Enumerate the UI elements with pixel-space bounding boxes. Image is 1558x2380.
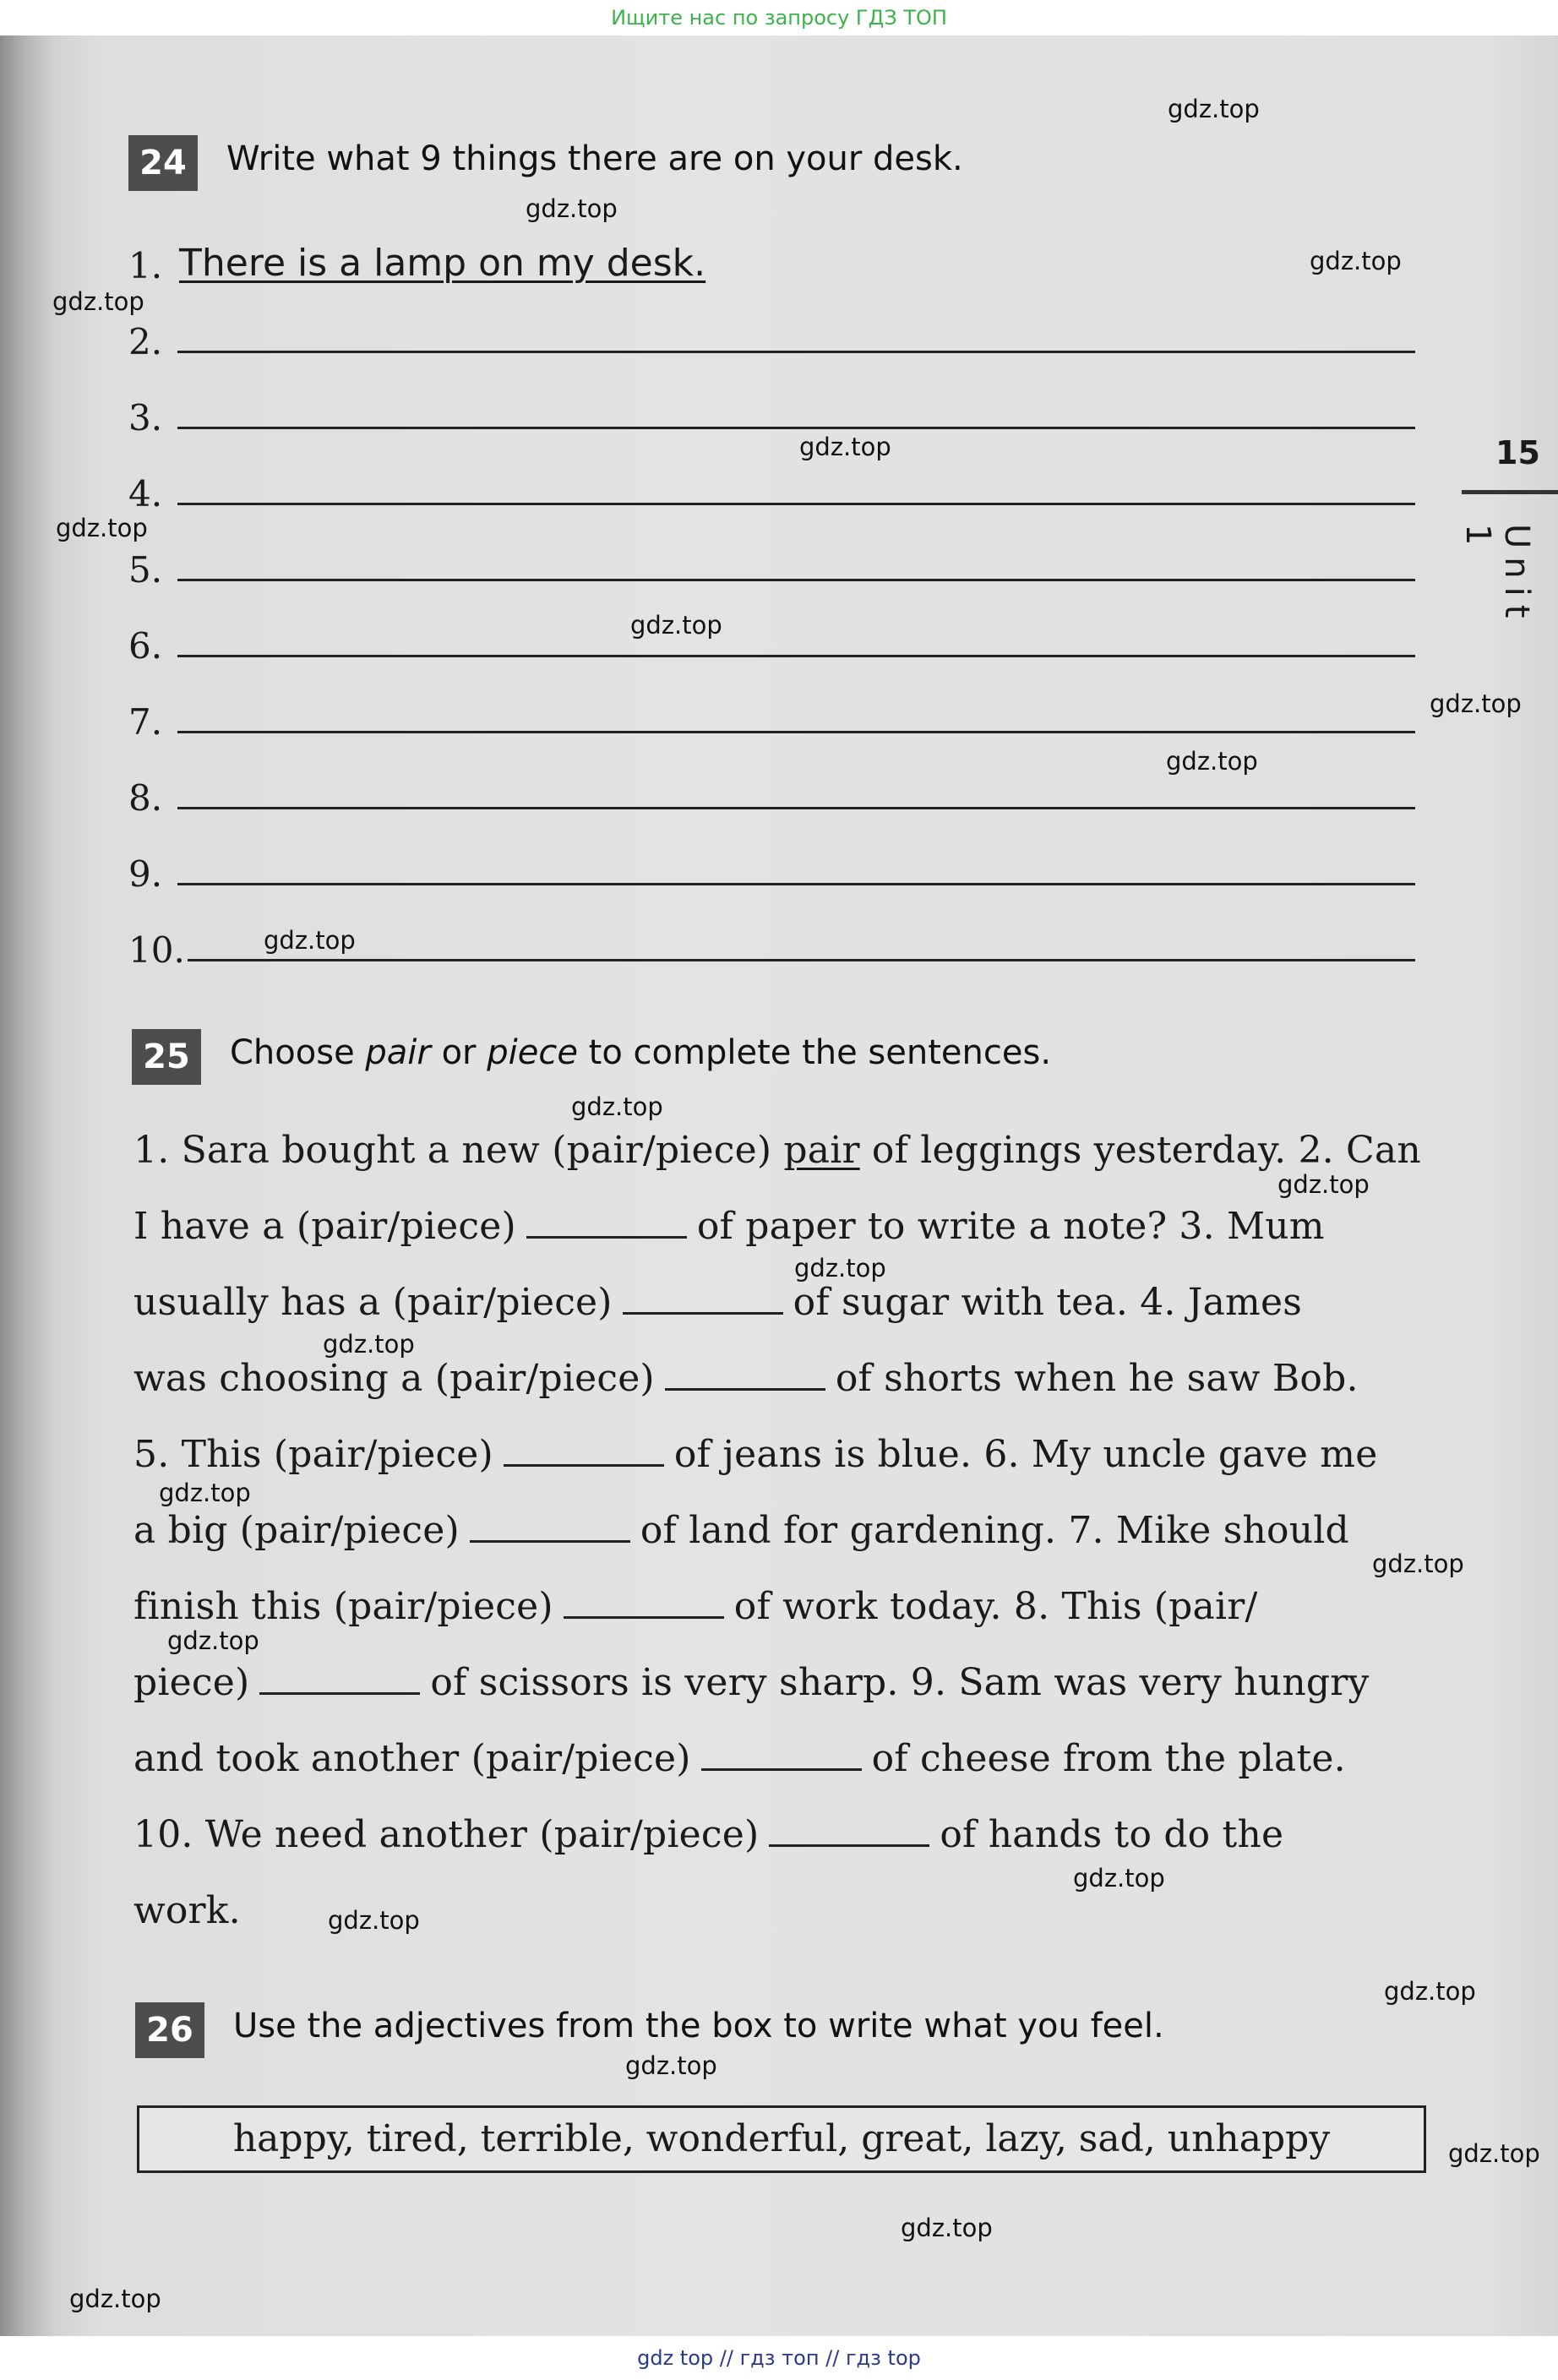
watermark: gdz.top bbox=[1448, 2139, 1540, 2168]
watermark: gdz.top bbox=[1372, 1549, 1464, 1578]
ex24-answer-line[interactable] bbox=[177, 427, 1415, 429]
ex25-blank[interactable] bbox=[470, 1510, 630, 1543]
ex24-answer-line[interactable] bbox=[177, 351, 1415, 353]
watermark: gdz.top bbox=[571, 1092, 663, 1121]
page-number: 15 bbox=[1495, 434, 1540, 471]
ex25-blank[interactable] bbox=[504, 1434, 664, 1467]
watermark: gdz.top bbox=[625, 2051, 717, 2080]
ex25-text-line: work. bbox=[133, 1889, 241, 1932]
ex24-answer-line[interactable] bbox=[177, 731, 1415, 733]
exercise-25-badge: 25 bbox=[132, 1029, 201, 1085]
watermark: gdz.top bbox=[901, 2214, 993, 2242]
ex25-blank[interactable] bbox=[665, 1358, 825, 1391]
ex24-line-number: 1. bbox=[128, 245, 163, 286]
ex24-answer-line[interactable] bbox=[177, 579, 1415, 581]
unit-label: Unit 1 bbox=[1458, 524, 1536, 627]
ex24-answer-line[interactable] bbox=[177, 503, 1415, 505]
watermark: gdz.top bbox=[799, 433, 891, 461]
ex25-text-line: usually has a (pair/piece) of sugar with tea. 4. James bbox=[133, 1281, 1302, 1324]
watermark: gdz.top bbox=[69, 2285, 161, 2313]
ex25-text-line: 5. This (pair/piece) of jeans is blue. 6. My uncle gave me bbox=[133, 1433, 1378, 1476]
ex24-line-number: 5. bbox=[128, 549, 163, 591]
ex24-line-number: 3. bbox=[128, 397, 163, 438]
top-banner[interactable]: Ищите нас по запросу ГДЗ ТОП bbox=[0, 0, 1558, 35]
ex25-blank[interactable] bbox=[526, 1206, 687, 1239]
watermark: gdz.top bbox=[1430, 689, 1522, 718]
watermark: gdz.top bbox=[1384, 1977, 1476, 2006]
watermark: gdz.top bbox=[1277, 1170, 1370, 1199]
exercise-25-title: Choose pair or piece to complete the sentences. bbox=[230, 1033, 1052, 1072]
ex25-text-line: was choosing a (pair/piece) of shorts when he saw Bob. bbox=[133, 1357, 1359, 1400]
ex24-line-number: 10. bbox=[128, 929, 185, 971]
ex25-blank[interactable] bbox=[564, 1586, 724, 1619]
ex25-filled-answer: pair bbox=[783, 1129, 860, 1172]
watermark: gdz.top bbox=[1310, 247, 1402, 275]
ex25-text-line: piece) of scissors is very sharp. 9. Sam was very hungry bbox=[133, 1661, 1370, 1704]
ex25-blank[interactable] bbox=[701, 1738, 862, 1771]
ex24-answer-line[interactable] bbox=[188, 959, 1415, 961]
ex25-text-line: and took another (pair/piece) of cheese from the plate. bbox=[133, 1737, 1346, 1780]
exercise-26-badge: 26 bbox=[135, 2002, 204, 2058]
ex24-line-number: 6. bbox=[128, 625, 163, 667]
watermark: gdz.top bbox=[52, 287, 144, 316]
ex25-text-line: 1. Sara bought a new (pair/piece) pair of leggings yesterday. 2. Can bbox=[133, 1129, 1421, 1172]
watermark: gdz.top bbox=[630, 611, 722, 640]
watermark: gdz.top bbox=[167, 1626, 259, 1655]
watermark: gdz.top bbox=[159, 1479, 251, 1507]
page-number-rule bbox=[1462, 490, 1558, 494]
watermark: gdz.top bbox=[323, 1330, 415, 1359]
watermark: gdz.top bbox=[328, 1906, 420, 1935]
bottom-banner[interactable]: gdz top // гдз топ // гдз top bbox=[0, 2336, 1558, 2380]
watermark: gdz.top bbox=[794, 1254, 886, 1283]
watermark: gdz.top bbox=[526, 194, 618, 223]
ex25-blank[interactable] bbox=[769, 1814, 929, 1847]
ex24-answer-line[interactable] bbox=[177, 807, 1415, 809]
watermark: gdz.top bbox=[1073, 1864, 1165, 1893]
ex24-example-answer: There is a lamp on my desk. bbox=[179, 242, 706, 285]
watermark: gdz.top bbox=[1168, 95, 1260, 123]
ex24-answer-line[interactable] bbox=[177, 883, 1415, 885]
ex24-line-number: 2. bbox=[128, 321, 163, 362]
exercise-26-title: Use the adjectives from the box to write what you feel. bbox=[233, 2007, 1164, 2045]
ex24-answer-line[interactable] bbox=[177, 655, 1415, 657]
exercise-24-title: Write what 9 things there are on your desk. bbox=[226, 139, 963, 178]
ex24-line-number: 9. bbox=[128, 853, 163, 895]
ex25-blank[interactable] bbox=[623, 1282, 783, 1315]
ex25-blank[interactable] bbox=[259, 1662, 420, 1695]
adjectives-box: happy, tired, terrible, wonderful, great, lazy, sad, unhappy bbox=[137, 2105, 1426, 2173]
ex25-text-line: 10. We need another (pair/piece) of hands to do the bbox=[133, 1813, 1284, 1856]
ex24-line-number: 4. bbox=[128, 473, 163, 515]
watermark: gdz.top bbox=[1166, 747, 1258, 776]
watermark: gdz.top bbox=[56, 514, 148, 542]
ex25-text-line: finish this (pair/piece) of work today. 8. This (pair/ bbox=[133, 1585, 1258, 1628]
ex25-text-line: I have a (pair/piece) of paper to write a note? 3. Mum bbox=[133, 1205, 1325, 1248]
ex25-text-line: a big (pair/piece) of land for gardening. 7. Mike should bbox=[133, 1509, 1349, 1552]
watermark: gdz.top bbox=[264, 926, 356, 955]
exercise-24-badge: 24 bbox=[128, 135, 198, 191]
ex24-line-number: 7. bbox=[128, 701, 163, 743]
ex24-line-number: 8. bbox=[128, 777, 163, 819]
